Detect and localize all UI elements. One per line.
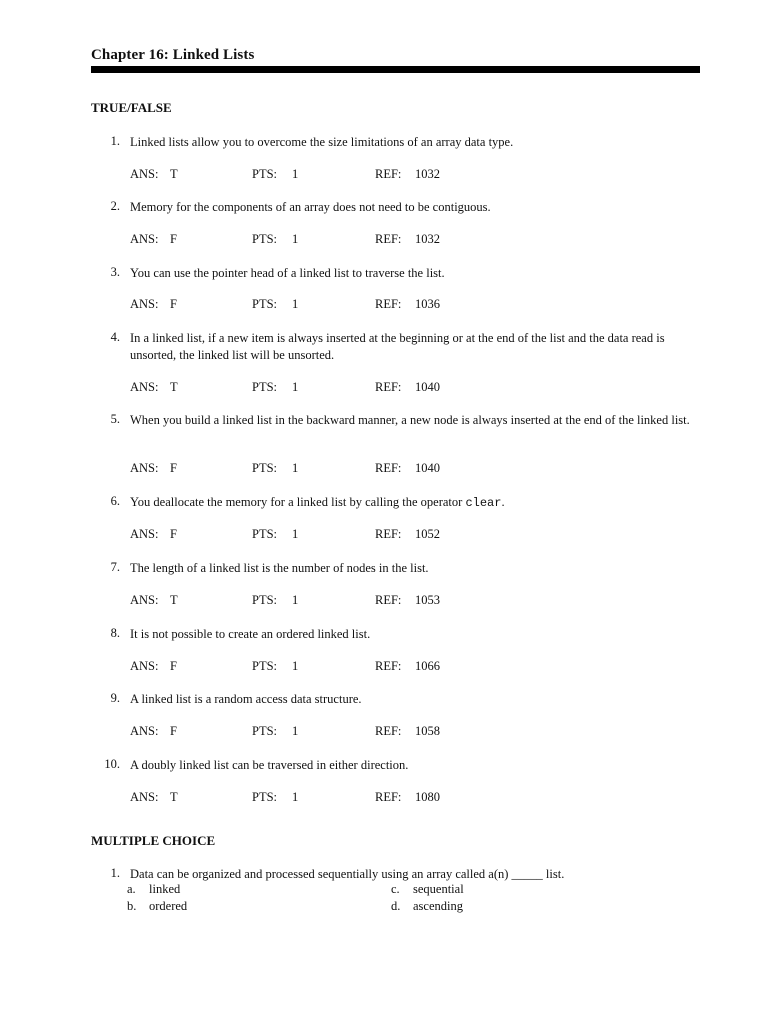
question-number: 7. (110, 560, 120, 574)
ref-value: 1040 (415, 380, 440, 394)
choice-letter: b. (127, 899, 137, 913)
choice-letter: a. (127, 882, 136, 896)
pts-value: 1 (292, 380, 299, 394)
question-number: 9. (110, 691, 120, 705)
ans-label: ANS: (130, 724, 159, 738)
answer-row (130, 380, 530, 396)
choice-letter: c. (391, 882, 400, 896)
ref-label: REF: (375, 380, 402, 394)
pts-label: PTS: (252, 724, 278, 738)
header-rule (91, 66, 700, 73)
ref-label: REF: (375, 297, 402, 311)
ans-value: T (170, 593, 178, 607)
question-number: 3. (110, 265, 120, 279)
answer-row (130, 461, 530, 477)
answer-row (130, 724, 530, 740)
ans-value: F (170, 461, 177, 475)
ref-label: REF: (375, 527, 402, 541)
ans-label: ANS: (130, 380, 159, 394)
ans-label: ANS: (130, 790, 159, 804)
pts-value: 1 (292, 232, 299, 246)
ref-label: REF: (375, 659, 402, 673)
question-number: 8. (110, 626, 120, 640)
answer-row (130, 593, 530, 609)
ref-value: 1053 (415, 593, 440, 607)
question-text-before-code: You deallocate the memory for a linked list by calling the operator (130, 495, 466, 509)
ans-label: ANS: (130, 527, 159, 541)
ans-label: ANS: (130, 461, 159, 475)
pts-value: 1 (292, 527, 299, 541)
question-text: A linked list is a random access data structure. (130, 692, 362, 706)
ref-label: REF: (375, 790, 402, 804)
ans-value: F (170, 659, 177, 673)
ans-value: F (170, 232, 177, 246)
ans-value: T (170, 380, 178, 394)
question-number: 10. (104, 757, 120, 771)
answer-row (130, 659, 530, 675)
question-text: The length of a linked list is the number of nodes in the list. (130, 561, 429, 575)
ref-label: REF: (375, 232, 402, 246)
choice-letter: d. (391, 899, 401, 913)
pts-value: 1 (292, 461, 299, 475)
pts-label: PTS: (252, 593, 278, 607)
choice-text: ordered (149, 899, 188, 913)
question-text: It is not possible to create an ordered linked list. (130, 627, 371, 641)
ref-value: 1052 (415, 527, 440, 541)
pts-value: 1 (292, 297, 299, 311)
answer-row (130, 790, 530, 806)
pts-label: PTS: (252, 790, 278, 804)
ref-value: 1080 (415, 790, 440, 804)
answer-row (130, 232, 530, 248)
ans-value: F (170, 724, 177, 738)
ref-value: 1036 (415, 297, 440, 311)
ref-value: 1066 (415, 659, 440, 673)
choice-c (391, 882, 464, 897)
ans-label: ANS: (130, 167, 159, 181)
ref-label: REF: (375, 461, 402, 475)
section-heading-true-false: TRUE/FALSE (91, 100, 172, 115)
question-text: Memory for the components of an array does not need to be contiguous. (130, 200, 491, 214)
ans-label: ANS: (130, 232, 159, 246)
choice-text: ascending (413, 899, 463, 913)
ref-value: 1040 (415, 461, 440, 475)
pts-value: 1 (292, 593, 299, 607)
question-number: 5. (110, 412, 120, 426)
question-text: In a linked list, if a new item is always inserted at the beginning or at the end of the list and the data read is unsorted, the linked list will be unsorted. (130, 331, 665, 362)
ref-value: 1032 (415, 167, 440, 181)
ref-label: REF: (375, 167, 402, 181)
ans-label: ANS: (130, 593, 159, 607)
ans-label: ANS: (130, 297, 159, 311)
question-text: Data can be organized and processed sequentially using an array called a(n) _____ list. (130, 867, 565, 881)
code-keyword: clear (465, 496, 502, 510)
ref-label: REF: (375, 593, 402, 607)
answer-row (130, 167, 530, 183)
question-text: A doubly linked list can be traversed in either direction. (130, 758, 409, 772)
pts-label: PTS: (252, 380, 278, 394)
pts-value: 1 (292, 167, 299, 181)
choice-d (391, 899, 463, 914)
choice-b (127, 899, 187, 914)
pts-label: PTS: (252, 232, 278, 246)
question-text: When you build a linked list in the backward manner, a new node is always inserted at the end of the linked list. (130, 413, 690, 427)
question-number: 2. (110, 199, 120, 213)
question-number: 1. (110, 134, 120, 148)
question-text: Linked lists allow you to overcome the size limitations of an array data type. (130, 135, 514, 149)
section-heading-multiple-choice: MULTIPLE CHOICE (91, 833, 216, 848)
pts-value: 1 (292, 790, 299, 804)
ans-value: T (170, 167, 178, 181)
ans-label: ANS: (130, 659, 159, 673)
pts-label: PTS: (252, 659, 278, 673)
answer-row (130, 527, 530, 543)
ref-value: 1058 (415, 724, 440, 738)
ans-value: T (170, 790, 178, 804)
question-number: 6. (110, 494, 120, 508)
ref-value: 1032 (415, 232, 440, 246)
question-text (130, 494, 705, 512)
pts-label: PTS: (252, 461, 278, 475)
choice-a (127, 882, 180, 897)
question-text-after-code: . (501, 495, 505, 509)
answer-row (130, 297, 530, 313)
choice-text: linked (149, 882, 181, 896)
question-number: 1. (110, 866, 120, 880)
pts-label: PTS: (252, 527, 278, 541)
ref-label: REF: (375, 724, 402, 738)
ans-value: F (170, 527, 177, 541)
question-text: You can use the pointer head of a linked list to traverse the list. (130, 266, 445, 280)
pts-value: 1 (292, 659, 299, 673)
pts-label: PTS: (252, 297, 278, 311)
pts-label: PTS: (252, 167, 278, 181)
ans-value: F (170, 297, 177, 311)
question-number: 4. (110, 330, 120, 344)
pts-value: 1 (292, 724, 299, 738)
choice-text: sequential (413, 882, 464, 896)
chapter-title: Chapter 16: Linked Lists (91, 47, 255, 63)
